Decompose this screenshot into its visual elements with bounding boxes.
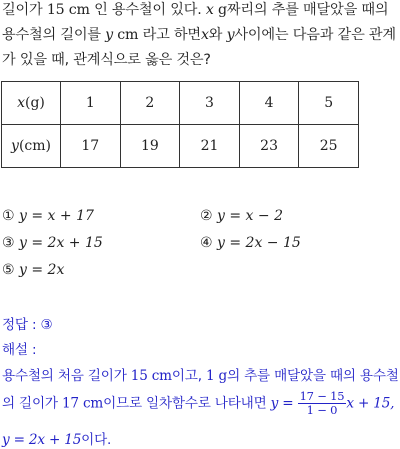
choice-3[interactable]: ③ y = 2x + 15 (2, 235, 103, 251)
table-cell-y: 21 (180, 125, 240, 168)
question-line-2: 용수철의 길이를 y cm 라고 하면x와 y사이에는 다음과 같은 관계 (2, 27, 396, 43)
solution-line-2: 의 길이가 17 cm이므로 일차함수로 나타내면 y = $\frac{17 - 15}{1 - 0}$ x + 15, (2, 389, 395, 417)
question-line-1: 길이가 15 cm 인 용수철이 있다. x g짜리의 추를 매달았을 때의 (2, 2, 389, 18)
table-cell-x: 1 (61, 82, 121, 125)
solution-line-3: y = 2x + 15이다. (2, 432, 112, 448)
data-table (1, 81, 359, 168)
choice-1[interactable]: ① y = x + 17 (2, 208, 94, 224)
question-line-3: 가 있을 때, 관계식으로 옳은 것은? (2, 52, 211, 68)
table-row-y (2, 125, 359, 168)
table-cell-x: 5 (299, 82, 359, 125)
solution-fraction: $\frac{17 - 15}{1 - 0}$ (299, 389, 345, 417)
table-cell-y: 19 (120, 125, 180, 168)
table-cell-x: 4 (239, 82, 299, 125)
choice-2[interactable]: ② y = x − 2 (200, 208, 283, 224)
table-cell-y: 25 (299, 125, 359, 168)
choice-4[interactable]: ④ y = 2x − 15 (200, 235, 301, 251)
choice-5[interactable]: ⑤ y = 2x (2, 262, 65, 278)
table-cell-y: 17 (61, 125, 121, 168)
table-cell-x: 3 (180, 82, 240, 125)
table-row-x (2, 82, 359, 125)
solution-label: 해설 : (2, 342, 37, 358)
table-cell-x: 2 (120, 82, 180, 125)
answer-value: ③ (40, 317, 53, 333)
table-cell-y: 23 (239, 125, 299, 168)
table-header-y: y(cm) (2, 125, 61, 168)
solution-line-1: 용수철의 처음 길이가 15 cm이고, 1 g의 추를 매달았을 때의 용수철 (2, 368, 399, 384)
answer-line: 정답 : ③ (2, 317, 53, 333)
table-header-x: x(g) (2, 82, 61, 125)
